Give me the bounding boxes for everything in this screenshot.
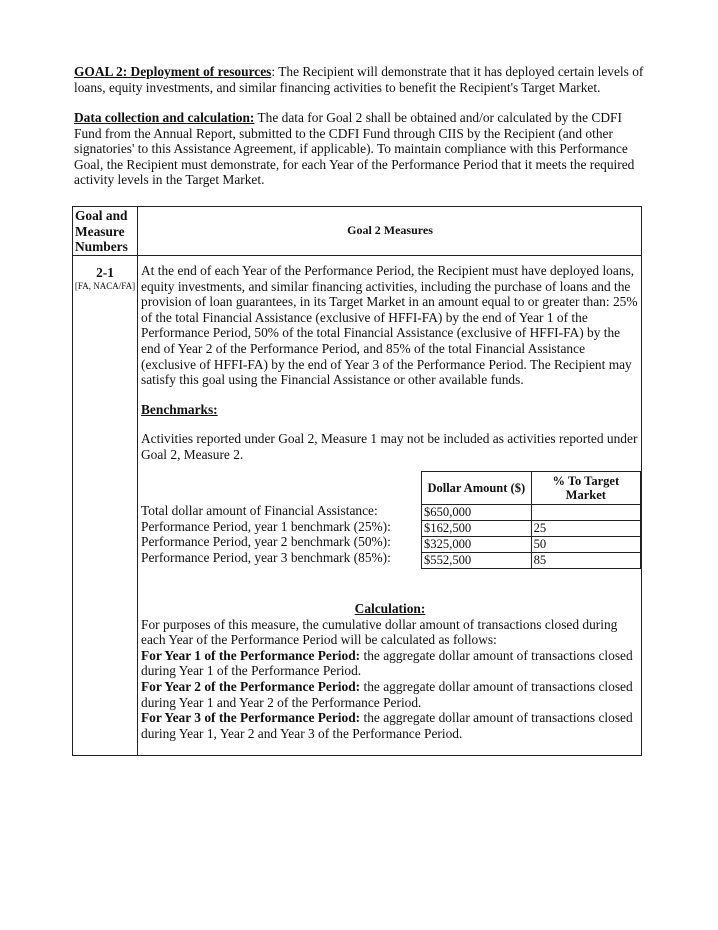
calc-item-text: the aggregate dollar amount of transactions closed during Year 1, Year 2 and Year 3 of the Performance Period. — [141, 710, 633, 741]
measure-number-cell — [73, 265, 137, 292]
amount-cell: $650,000 — [422, 505, 532, 521]
benchmark-label: Total dollar amount of Financial Assistance: — [141, 503, 378, 518]
amount-cell: $552,500 — [422, 553, 532, 569]
calculation-section — [141, 601, 639, 741]
header-goal2-measures: Goal 2 Measures — [347, 223, 433, 237]
measure-text: At the end of each Year of the Performance Period, the Recipient must have deployed loans, equity investments, and similar financing activities, including the purchase of loans and the provision of loan guarantees, in its Target Market in an amount equal to or greater than: 25% of the total Financial Assistance (exclusive of HFFI-FA) by the end of Year 1 of the Performance Period, 50% of the total Financial Assistance (exclusive of HFFI-FA) by the end of Year 2 of the Performance Period, and 85% of the total Financial Assistance (exclusive of HFFI-FA) by the end of Year 3 of the Performance Period. The Recipient may satisfy this goal using the Financial Assistance or other available funds. — [141, 263, 638, 388]
calc-item-text: the aggregate dollar amount of transactions closed during Year 1 of the Performance Period. — [141, 647, 633, 679]
table-row — [422, 505, 641, 521]
benchmark-table — [421, 471, 641, 569]
header-pct-target: % To Target Market — [531, 472, 640, 505]
table-row — [422, 553, 641, 569]
pct-cell: 25 — [531, 521, 640, 537]
pct-cell: 85 — [531, 553, 640, 569]
benchmark-label: Performance Period, year 2 benchmark (50%): — [141, 534, 391, 550]
goal2-title: GOAL 2: Deployment of resources — [74, 64, 272, 79]
data-collection-paragraph — [74, 110, 646, 188]
table-row — [422, 537, 641, 553]
calc-item-label: For Year 1 of the Performance Period: — [141, 647, 361, 663]
table-row — [422, 521, 641, 537]
calc-item-label: For Year 2 of the Performance Period: — [141, 678, 361, 694]
benchmarks-note: Activities reported under Goal 2, Measure 1 may not be included as activities reported under Goal 2, Measure 2. — [141, 431, 638, 462]
goal-measures-table — [72, 206, 642, 756]
header-goal-measure-numbers: Goal and Measure Numbers — [75, 208, 128, 254]
benchmarks-title: Benchmarks: — [141, 401, 218, 417]
data-collection-text: The data for Goal 2 shall be obtained and/or calculated by the CDFI Fund from the Annual Report, submitted to the CDFI Fund through CIIS by the Recipient (and other signatories' to this Assistance Agreement, if applicable). To maintain compliance with this Performance Goal, the Recipient must demonstrate, for each Year of the Performance Period that it meets the required activity levels in the Target Market. — [74, 110, 635, 188]
calculation-title: Calculation: — [354, 601, 426, 616]
measure-sub: [FA, NACA/FA] — [74, 280, 136, 291]
goal2-text: : The Recipient will demonstrate that it has deployed certain levels of loans, equity investments, and similar financing activities to benefit the Recipient's Target Market. — [74, 64, 644, 95]
calc-item-label: For Year 3 of the Performance Period: — [141, 710, 361, 726]
amount-cell: $162,500 — [422, 521, 532, 537]
calc-item-text: the aggregate dollar amount of transactions closed during Year 1 and Year 2 of the Performance Period. — [141, 678, 633, 710]
calc-item — [141, 648, 639, 679]
calc-item — [141, 710, 639, 741]
calc-item — [141, 679, 639, 710]
benchmark-labels — [141, 503, 391, 565]
benchmark-label: Performance Period, year 1 benchmark (25%): — [141, 518, 391, 534]
pct-cell: 50 — [531, 537, 640, 553]
measure-body — [141, 263, 639, 463]
pct-cell — [531, 505, 640, 521]
amount-cell: $325,000 — [422, 537, 532, 553]
table-header-row — [73, 207, 641, 256]
data-collection-title: Data collection and calculation: — [74, 110, 255, 125]
calculation-intro: For purposes of this measure, the cumulative dollar amount of transactions closed during each Year of the Performance Period will be calculated as follows: — [141, 616, 618, 648]
header-dollar-amount: Dollar Amount ($) — [422, 472, 532, 505]
measure-number: 2-1 — [96, 265, 114, 280]
benchmark-label: Performance Period, year 3 benchmark (85%): — [141, 549, 391, 565]
goal2-paragraph — [74, 64, 646, 95]
